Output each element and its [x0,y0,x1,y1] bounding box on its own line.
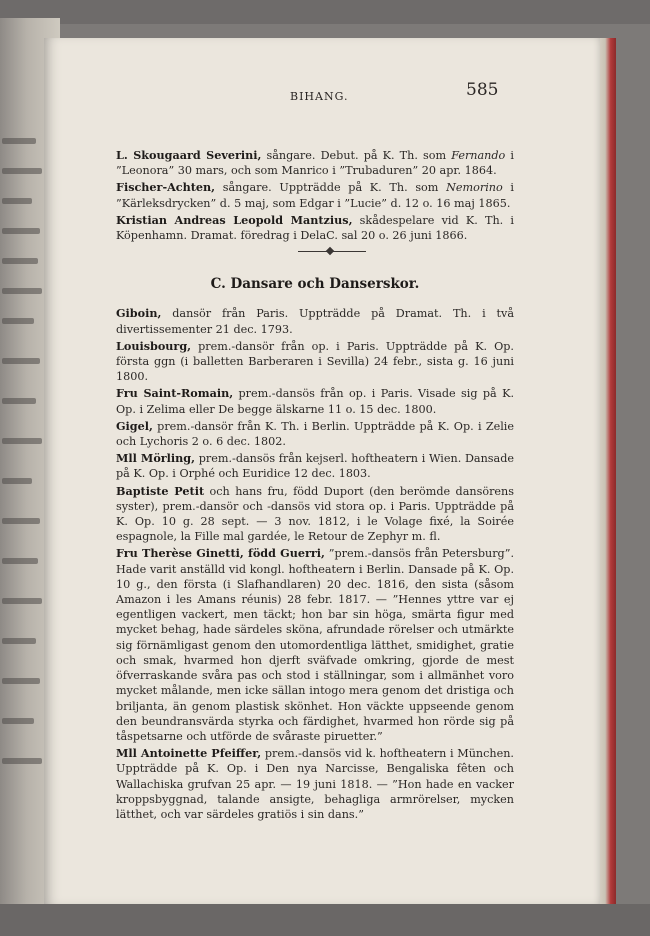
prev-page-text-fragment [2,318,34,324]
entry [116,386,514,416]
background-top [0,0,650,24]
prev-page-text-fragment [2,438,42,444]
entry-name: Fru Therèse Ginetti, född Guerri, [116,546,325,561]
entry [116,419,514,449]
prev-page-text-fragment [2,398,36,404]
prev-page-text-fragment [2,518,40,524]
entry-text: och hans fru, född Duport (den berömde dansörens syster), prem.-dansör och -dansös vid stora op. i Paris. Uppträdde på K. Op. 10 g. 28 sept. — 3 nov. 1812, i le Volage fixé, la Soirée espagnole, la Fille mal gardée, le Retour de Zephyr m. fl. [116,484,514,544]
entry-name: Fischer-Achten, [116,180,216,195]
prev-page-text-fragment [2,478,32,484]
entry-name: Louisbourg, [116,338,192,353]
entry [116,213,514,243]
prev-page-text-fragment [2,638,36,644]
entry-name: Fru Saint-Romain, [116,386,234,401]
entry-italic: Nemorino [446,181,503,195]
entry-text: prem.-dansör från op. i Paris. Uppträdde på K. Op. första ggn (i balletten Barberaren i Sevilla) 24 febr., sista g. 16 juni 1800. [116,339,514,384]
running-head: BIHANG. [290,90,349,103]
entry-text-tail: i ”Leonora” 30 mars, och som Manrico i ”Trubaduren” 20 apr. 1864. [116,149,514,178]
prev-page-text-fragment [2,168,42,174]
prev-page-text-fragment [2,228,40,234]
entry-text-tail: i ”Kärleksdrycken” d. 5 maj, som Edgar i ”Lucie” d. 12 o. 16 maj 1865. [116,181,514,210]
page-number: 585 [466,80,499,100]
prev-page-text-fragment [2,198,32,204]
prev-page-text-fragment [2,138,36,144]
prev-page-text-fragment [2,288,42,294]
book-edge [598,38,616,908]
entry [116,546,514,744]
entry-text: prem.-dansös vid k. hoftheatern i München. Uppträdde på K. Op. i Den nya Narcisse, Bengaliska fêten och Wallachiska grufvan 25 apr. — 19 juni 1818. — ”Hon hade en vacker kroppsbyggnad, talande ansigte, behagliga armrörelser, mycken lätthet, och var särdeles gratiös i sin dans.” [116,747,514,821]
prev-page-text-fragment [2,358,40,364]
entry-text: prem.-dansös från kejserl. hoftheatern i Wien. Dansade på K. Op. i Orphé och Euridice 12 dec. 1803. [116,452,515,481]
entry-name: Mll Mörling, [116,451,196,466]
prev-page-text-fragment [2,678,40,684]
section-divider [116,245,514,257]
prev-page-text-fragment [2,558,38,564]
prev-page-text-fragment [2,258,38,264]
entry [116,148,514,178]
entry [116,451,514,481]
entry-text: ”prem.-dansös från Petersburg”. Hade varit anställd vid kongl. hoftheatern i Berlin. Dansade på K. Op. 10 g., den första (i Slafhandlaren) 20 dec. 1816, den sista (såsom Amazon i les Amans réunis) 28 febr. 1817. — ”Hennes yttre var ej egentligen vackert, men täckt; hon bar sin höga, smärta figur med mycket behag, hade särdeles sköna, afrundade rörelser och utmärkte sig förnämligast genom den utomordentliga lätthet, smidighet, gratie och smak, hvarmed hon djerft sväfvade omkring, gjorde de mest öfverraskande svåra pas och stod i ställningar, som i allmänhet voro mycket målande, men icke sällan intogo mera genom det dristiga och briljanta, än genom plastisk skönhet. Hon väckte uppseende genom den beundransvärda styrka och färdighet, hvarmed hon rörde sig på tåspetsarne och utförde de svåraste piruetter.” [116,547,514,743]
background-bottom [0,904,650,936]
entry-text: sångare. Debut. på K. Th. som [261,149,452,162]
page-header [96,80,642,110]
prev-page-text-fragment [2,598,42,604]
entry-name: Giboin, [116,306,162,321]
section-title: C. Dansare och Danserskor. [210,276,420,293]
entry-name: L. Skougaard Severini, [116,148,262,162]
entry-name: Gigel, [116,418,153,433]
entry-text: prem.-dansös från op. i Paris. Visade sig på K. Op. i Zelima eller De begge älskarne 11 o. 15 dec. 1800. [116,387,514,416]
entry [116,339,514,385]
entry-name: Kristian Andreas Leopold Mantzius, [116,212,353,227]
entry-name: Mll Antoinette Pfeiffer, [116,746,262,761]
entry [116,746,514,822]
entry-name: Baptiste Petit [116,483,205,498]
divider-diamond-icon [326,247,334,255]
entry [116,180,514,210]
entry [116,484,514,545]
entry [116,306,514,336]
entry-text: skådespelare vid K. Th. i Köpenhamn. Dramat. föredrag i DelaC. sal 20 o. 26 juni 1866. [116,213,514,243]
page-content [116,148,514,824]
prev-page-text-fragment [2,718,34,724]
entry-text: sångare. Uppträdde på K. Th. som [215,181,447,195]
entry-text: prem.-dansör från K. Th. i Berlin. Uppträdde på K. Op. i Zelie och Lychoris 2 o. 6 dec. 1802. [116,419,514,449]
prev-page-text-fragment [2,758,42,764]
entry-text: dansör från Paris. Uppträdde på Dramat. Th. i två divertissementer 21 dec. 1793. [116,307,514,336]
entry-italic: Fernando [451,149,506,162]
